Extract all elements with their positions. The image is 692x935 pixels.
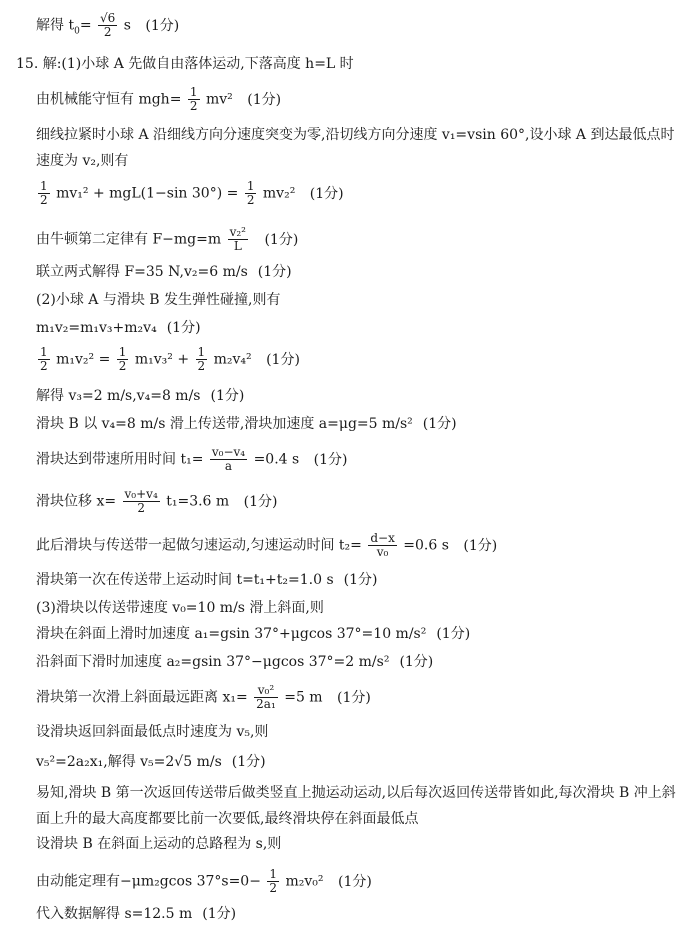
answer-line-6 xyxy=(36,226,298,253)
answer-line-10 xyxy=(36,346,300,373)
answer-line-13 xyxy=(36,446,348,473)
line-text: s xyxy=(123,17,131,34)
line-text: t₁=3.6 m xyxy=(166,493,230,510)
fraction xyxy=(228,226,248,253)
line-text: v₅²=2a₂x₁,解得 v₅=2√5 m/s xyxy=(36,754,222,770)
answer-line-8: (2)小球 A 与滑块 B 发生弹性碰撞,则有 xyxy=(36,292,281,308)
answer-line-5 xyxy=(36,180,344,207)
answer-line-19 xyxy=(36,652,433,672)
answer-line-16 xyxy=(36,570,378,590)
line-text: 滑块位移 x= xyxy=(36,493,117,510)
fraction-denominator: 2 xyxy=(189,99,198,113)
fraction-denominator: 2 xyxy=(118,359,127,373)
line-text: =0.4 s xyxy=(253,451,300,468)
score-mark: (1分) xyxy=(343,572,378,588)
line-text: mv² xyxy=(205,91,233,108)
fraction-denominator: 2 xyxy=(269,881,278,895)
fraction-denominator: L xyxy=(233,239,242,253)
score-mark: (1分) xyxy=(399,654,434,670)
fraction-denominator: 2a₁ xyxy=(256,697,276,711)
question-15-heading: 15. 解:(1)小球 A 先做自由落体运动,下落高度 h=L 时 xyxy=(16,56,354,72)
fraction xyxy=(188,86,200,113)
score-mark: (1分) xyxy=(243,493,278,510)
fraction-denominator: 2 xyxy=(40,359,48,373)
fraction xyxy=(38,180,50,207)
fraction xyxy=(117,346,129,373)
answer-line-22 xyxy=(36,752,266,772)
fraction xyxy=(368,532,397,559)
fraction-numerator: 1 xyxy=(40,345,48,359)
answer-line-12 xyxy=(36,414,457,434)
fraction-numerator: 1 xyxy=(189,85,198,99)
fraction xyxy=(98,12,117,39)
fraction-numerator: v₂² xyxy=(229,225,246,239)
answer-line-21: 设滑块返回斜面最低点时速度为 v₅,则 xyxy=(36,724,269,740)
fraction xyxy=(38,346,50,373)
line-text: mv₂² xyxy=(262,185,296,202)
fraction-numerator: v₀−v₄ xyxy=(211,445,246,459)
line-text: 由动能定理有−μm₂gcos 37°s=0− xyxy=(36,873,261,890)
line-text: 解得 t xyxy=(36,17,75,34)
score-mark: (1分) xyxy=(313,451,348,468)
answer-paragraph-23: 易知,滑块 B 第一次返回传送带后做类竖直上抛运动运动,以后每次返回传送带皆如此,每次滑块 B 冲上斜面上升的最大高度都要比前一次要低,最终滑块停在斜面最低点 xyxy=(36,785,676,827)
answer-line-11 xyxy=(36,386,244,406)
line-text: m₁v₂=m₁v₃+m₂v₄ xyxy=(36,320,157,336)
score-mark: (1分) xyxy=(266,351,300,368)
score-mark: (1分) xyxy=(231,754,266,770)
line-text: = xyxy=(79,17,92,34)
line-text: 由机械能守恒有 mgh= xyxy=(36,91,182,108)
score-mark: (1分) xyxy=(210,388,245,404)
line-text: 滑块第一次滑上斜面最远距离 x₁= xyxy=(36,689,248,706)
line-text: 联立两式解得 F=35 N,v₂=6 m/s xyxy=(36,264,248,280)
fraction-denominator: 2 xyxy=(40,193,48,207)
score-mark: (1分) xyxy=(337,689,371,706)
line-text: 沿斜面下滑时加速度 a₂=gsin 37°−μgcos 37°=2 m/s² xyxy=(36,654,390,670)
fraction-numerator: v₀² xyxy=(254,684,278,698)
line-text: 滑块 B 以 v₄=8 m/s 滑上传送带,滑块加速度 a=μg=5 m/s² xyxy=(36,416,413,432)
fraction xyxy=(254,684,278,711)
fraction-denominator: 2 xyxy=(197,359,206,373)
fraction-numerator: 1 xyxy=(118,345,127,359)
answer-line-24: 设滑块 B 在斜面上运动的总路程为 s,则 xyxy=(36,836,282,852)
fraction xyxy=(123,488,160,515)
line-text: m₂v₄² xyxy=(213,351,252,368)
line-text: 滑块第一次在传送带上运动时间 t=t₁+t₂=1.0 s xyxy=(36,572,334,588)
fraction-numerator: 1 xyxy=(269,867,278,881)
answer-line-9 xyxy=(36,318,201,338)
line-text: 由牛顿第二定律有 F−mg=m xyxy=(36,231,222,248)
score-mark: (1分) xyxy=(422,416,457,432)
answer-line-17: (3)滑块以传送带速度 v₀=10 m/s 滑上斜面,则 xyxy=(36,600,324,616)
fraction-numerator: √6 xyxy=(100,11,116,25)
fraction-denominator: 2 xyxy=(137,501,145,515)
line-text: =0.6 s xyxy=(403,537,449,554)
line-text: =5 m xyxy=(284,689,323,706)
answer-line-25 xyxy=(36,868,372,895)
fraction-numerator: v₀+v₄ xyxy=(124,487,158,501)
score-mark: (1分) xyxy=(436,626,471,642)
score-mark: (1分) xyxy=(145,17,180,34)
line-text: 代入数据解得 s=12.5 m xyxy=(36,906,193,922)
answer-line-18 xyxy=(36,624,470,644)
answer-line-26 xyxy=(36,904,236,924)
score-mark: (1分) xyxy=(309,185,344,202)
answer-line-7 xyxy=(36,262,292,282)
answer-line-14 xyxy=(36,488,277,515)
line-text: 滑块达到带速所用时间 t₁= xyxy=(36,451,204,468)
fraction xyxy=(267,868,279,895)
score-mark: (1分) xyxy=(264,231,299,248)
score-mark: (1分) xyxy=(337,873,372,890)
fraction xyxy=(210,446,247,473)
line-text: m₂v₀² xyxy=(285,873,324,890)
line-text: 此后滑块与传送带一起做匀速运动,匀速运动时间 t₂= xyxy=(36,537,362,554)
fraction xyxy=(196,346,208,373)
answer-line-20 xyxy=(36,684,371,711)
score-mark: (1分) xyxy=(166,320,201,336)
fraction-denominator: 2 xyxy=(246,193,255,207)
fraction-numerator: d−x xyxy=(370,531,395,545)
answer-line-15 xyxy=(36,532,497,559)
line-text: 解得 v₃=2 m/s,v₄=8 m/s xyxy=(36,388,201,404)
score-mark: (1分) xyxy=(463,537,498,554)
fraction-numerator: 1 xyxy=(246,179,255,193)
line-text: mv₁² + mgL(1−sin 30°) = xyxy=(56,185,243,202)
fraction-denominator: a xyxy=(224,459,233,473)
fraction-denominator: v₀ xyxy=(376,545,389,559)
fraction-numerator: 1 xyxy=(197,345,206,359)
answer-line-1 xyxy=(36,12,179,41)
answer-paragraph-4: 细线拉紧时小球 A 沿细线方向分速度突变为零,沿切线方向分速度 v₁=vsin 60°,设小球 A 到达最低点时速度为 v₂,则有 xyxy=(36,127,675,169)
score-mark: (1分) xyxy=(247,91,282,108)
fraction-numerator: 1 xyxy=(40,179,48,193)
subscript: 0 xyxy=(74,26,80,37)
score-mark: (1分) xyxy=(202,906,237,922)
score-mark: (1分) xyxy=(257,264,292,280)
line-text: m₁v₃² + xyxy=(134,351,194,368)
fraction-denominator: 2 xyxy=(103,25,112,39)
answer-line-3 xyxy=(36,86,281,113)
line-text: 滑块在斜面上滑时加速度 a₁=gsin 37°+μgcos 37°=10 m/s² xyxy=(36,626,427,642)
line-text: m₁v₂² = xyxy=(56,351,115,368)
fraction xyxy=(245,180,257,207)
